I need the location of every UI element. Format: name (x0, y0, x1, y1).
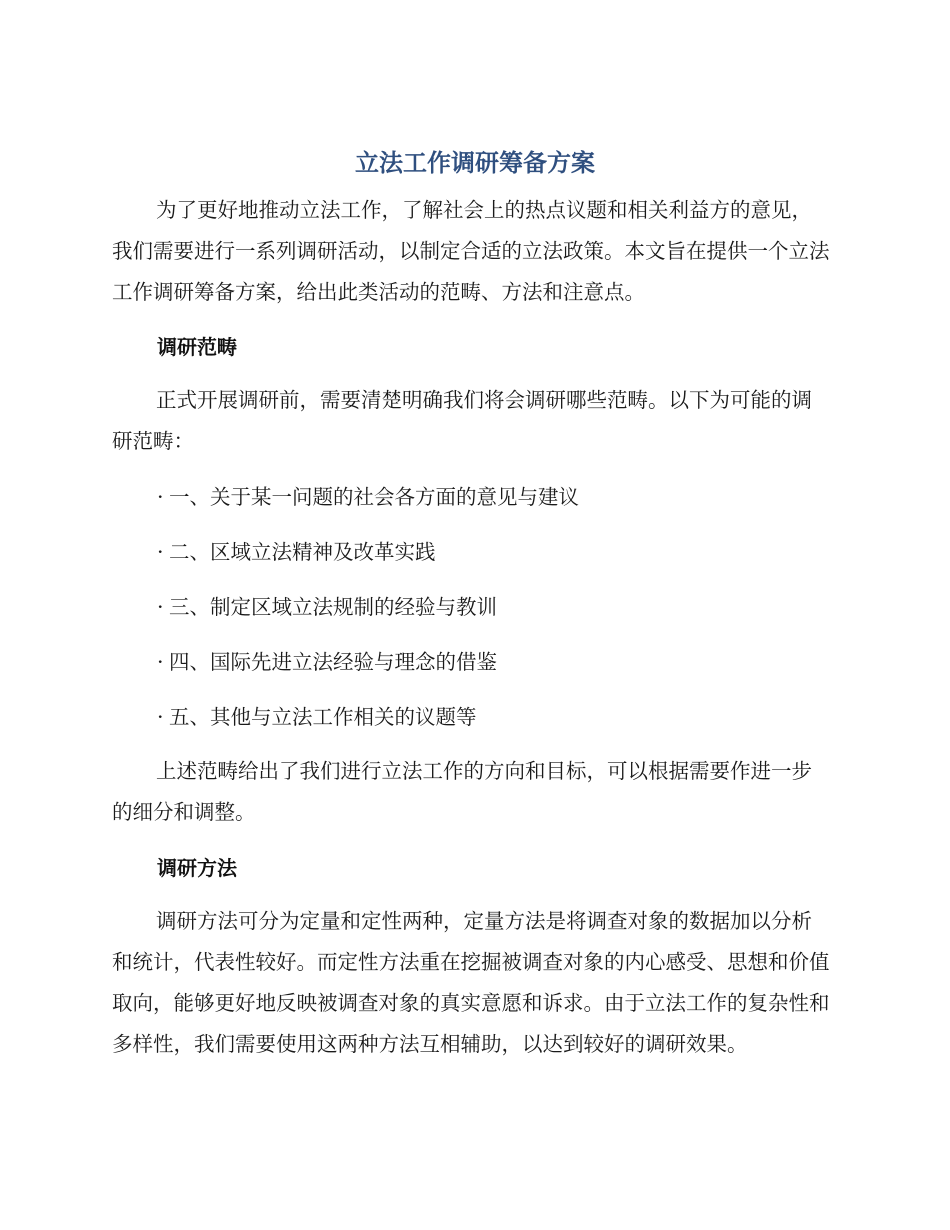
scope-closing-paragraph: 上述范畴给出了我们进行立法工作的方向和目标，可以根据需要作进一步的细分和调整。 (112, 759, 812, 824)
scope-list-item (157, 647, 497, 677)
scope-list-item-text: 五、其他与立法工作相关的议题等 (169, 705, 477, 729)
scope-list-item-text: 一、关于某一问题的社会各方面的意见与建议 (169, 485, 579, 509)
scope-list-item (157, 592, 497, 622)
scope-list-item (157, 482, 579, 512)
scope-list-item-text: 二、区域立法精神及改革实践 (169, 540, 436, 564)
scope-lead-paragraph: 正式开展调研前，需要清楚明确我们将会调研哪些范畴。以下为可能的调研范畴： (112, 388, 812, 453)
scope-list-item-text: 三、制定区域立法规制的经验与教训 (169, 595, 497, 619)
scope-list-item (157, 537, 436, 567)
intro-paragraph: 为了更好地推动立法工作，了解社会上的热点议题和相关利益方的意见，我们需要进行一系列调研活动，以制定合适的立法政策。本文旨在提供一个立法工作调研筹备方案，给出此类活动的范畴、方法和注意点。 (112, 198, 830, 304)
bullet-marker: · (157, 650, 164, 674)
section-heading-methods: 调研方法 (157, 856, 237, 880)
scope-list-item-text: 四、国际先进立法经验与理念的借鉴 (169, 650, 497, 674)
bullet-marker: · (157, 485, 164, 509)
bullet-marker: · (157, 595, 164, 619)
document-title: 立法工作调研筹备方案 (355, 149, 595, 177)
bullet-marker: · (157, 705, 164, 729)
methods-paragraph: 调研方法可分为定量和定性两种，定量方法是将调查对象的数据加以分析和统计，代表性较好。而定性方法重在挖掘被调查对象的内心感受、思想和价值取向，能够更好地反映被调查对象的真实意愿和诉求。由于立法工作的复杂性和多样性，我们需要使用这两种方法互相辅助，以达到较好的调研效果。 (112, 909, 830, 1056)
scope-list-item (157, 702, 477, 732)
section-heading-scope: 调研范畴 (157, 335, 237, 359)
bullet-marker: · (157, 540, 164, 564)
